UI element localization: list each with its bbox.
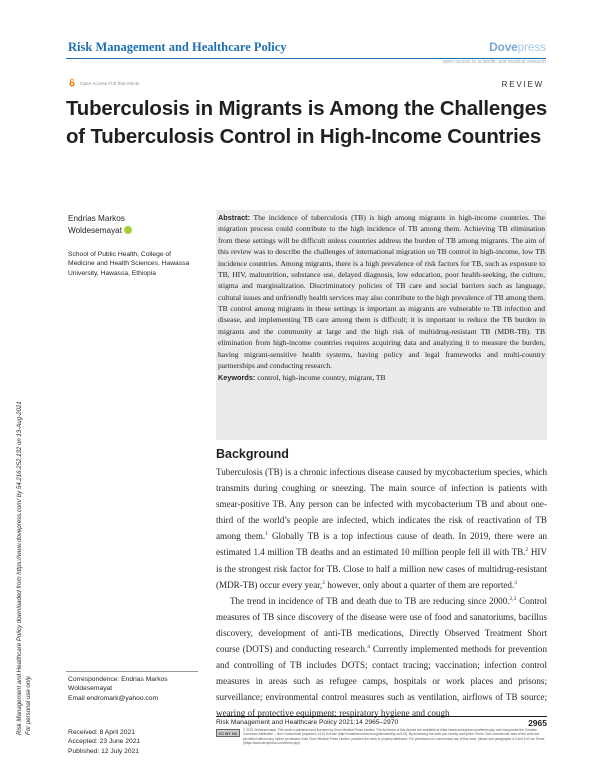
published-date: Published: 12 July 2021 [68,747,140,755]
abstract-box [216,210,547,440]
orcid-icon[interactable] [124,226,132,234]
body-text [216,464,547,722]
download-watermark [15,150,33,735]
keywords-line [218,372,545,383]
footer-citation: Risk Management and Healthcare Policy 2021:14 2965–2970 [216,719,399,726]
received-date: Received: 8 April 2021 [68,729,135,736]
correspondence-label: Correspondence: Endrias Markos [68,676,168,683]
citation-ref[interactable]: 2,3 [509,595,517,602]
download-note-line1: Risk Management and Healthcare Policy downloaded from https://www.dovepress.com/ by 54.216.252.132 on 13-Aug-2021 [16,401,23,735]
paragraph: The trend in incidence of TB and death due to TB are reducing since 2000.$^{2,3}$ Control measures of TB since discovery of the disease were use of food and sanatoriums, bacillus discovery, development of anti-TB medications, Directly Observed Treatment Short course (DOTS) and conducting research.$^4$ Currently implemented methods for prevention and controlling of TB includes DOTS; contact tracing; vaccination; infection control measures in areas such as refugee camps, hospitals or work places and prisons; surveillance; environmental control measures such as ventilation, airflows of TB source; wearing of protective equipment; respiratory hygiene and cough [216,595,547,719]
author-block [68,213,132,237]
journal-title: Risk Management and Healthcare Policy [68,40,287,54]
keywords-label: Keywords: [218,373,256,383]
citation-ref[interactable]: 4 [367,644,370,651]
open-access-badge [68,79,139,87]
article-title: Tuberculosis in Migrants is Among the Challenges of Tuberculosis Control in High-Income Countries [66,98,548,148]
brand-part2: press [517,40,546,54]
author-name-line1: Endrias Markos [68,214,125,223]
citation-ref[interactable]: 1 [265,531,268,538]
open-access-icon [68,79,76,87]
publisher-tagline: open access to scientific and medical research [442,59,546,65]
dovepress-logo[interactable] [489,40,546,54]
cc-license-badge[interactable]: CC BY NC [216,729,240,737]
brand-part1: Dove [489,40,518,54]
accepted-date: Accepted: 23 June 2021 [68,738,141,746]
abstract-text: The incidence of tuberculosis (TB) is high among migrants in high-income countries. The migration process could contribute to the high incidence of TB among them. Achieving TB elimination from these settings will be difficult unless countries address the burden of TB among migrants. The aim of this review was to describe the challenges of international migration on TB control in high-income, low TB incidence countries. Among migrants, there is a high prevalence of risk factors for TB, such as exposure to TB, HIV, malnutrition, substance use, delayed diagnosis, low education, poor health-seeking, the culture, stigma and marginalization. Discriminatory policies of TB care and social barriers such as language, cultural issues and unfriendly health services may also contribute to the high prevalence of TB among them. TB control among migrants in these settings is important as migrants are vulnerable to TB infection and disease, and implementing TB care among them is difficult; it is important to reduce the TB burden in migrants and the community at large and the high risk of multidrug-resistant TB (MDR-TB). TB elimination from high-income countries requires acquiring data and analyzing it to measure the burden, having migrant-sensitive health systems, having policy and legal frameworks and multi-country partnerships and conducting research. [218,213,545,370]
citation-ref[interactable]: 2 [525,547,529,554]
correspondence-block [68,675,208,703]
publication-dates [68,728,208,756]
article-type-label: REVIEW [501,80,544,89]
correspondence-divider [66,671,198,672]
keywords-text: control, high-income country, migrant, TB [257,373,386,383]
footer-divider [216,716,547,717]
author-name-line2: Woldesemayat [68,226,123,235]
paragraph: Tuberculosis (TB) is a chronic infectious disease caused by mycobacterium species, which transmits during coughing or sneezing. The main source of infection is patients with smear-positive TB. Any person can be infected with mycobacterium TB and about one-third of the world’s people are infected, which indicates the risk of reactivation of TB among them.$^1$ Globally TB is a top infectious cause of death. In 2019, there were an estimated 1.4 million TB deaths and an estimated 10 million people fell ill with TB.$^2$ HIV is the strongest risk factor for TB. Close to half a million new cases of multidrug-resistant (MDR-TB) occur every year,$^2$ however, only about a quarter of them are reported.$^3$ [216,467,548,590]
abstract-label: Abstract: [218,213,251,222]
open-access-label: Open Access Full Text Article [80,80,140,86]
citation-ref[interactable]: 3 [514,579,517,586]
correspondence-email[interactable]: Email endromark@yahoo.com [68,694,159,702]
license-text: © 2021 Woldesemayat. This work is published and licensed by Dove Medical Press Limited. The full terms of this license are available at https://www.dovepress.com/terms.php and incorporate the Creative Commons Attribution – Non Commercial (unported, v3.0) License (http://creativecommons.org/licenses/by-nc/3.0/). By accessing the work you hereby accept the Terms. Non-commercial uses of the work are permitted without any further permission from Dove Medical Press Limited, provided the work is properly attributed. For permission for commercial use of this work, please see paragraphs 4.2 and 5 of our Terms (https://www.dovepress.com/terms.php). [243,728,545,746]
section-heading-background: Background [216,447,289,461]
correspondence-name: Woldesemayat [68,685,113,693]
citation-ref[interactable]: 2 [322,579,325,586]
download-note-line2: For personal use only. [25,675,32,735]
page-number: 2965 [528,718,547,728]
author-affiliation: School of Public Health, College of Medicine and Health Sciences, Hawassa University, Hawassa, Ethiopia [68,251,190,277]
